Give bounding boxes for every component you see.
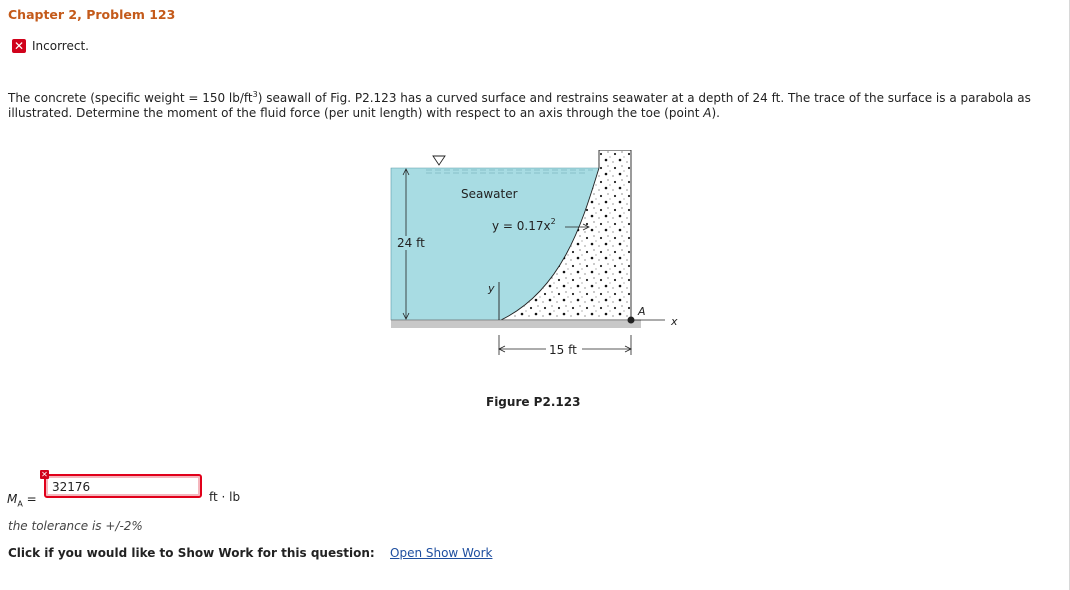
point-a-marker: [628, 317, 635, 324]
answer-label: [7, 492, 37, 508]
answer-label-main: M: [7, 492, 18, 506]
figure-caption: Figure P2.123: [486, 395, 581, 409]
problem-statement: [8, 87, 1058, 121]
show-work-prompt: Click if you would like to Show Work for this question:: [8, 546, 375, 560]
problem-text-1: The concrete (specific weight = 150 lb/ft: [8, 91, 253, 105]
y-axis-label: y: [488, 282, 495, 295]
error-marker-icon: ✕: [41, 470, 48, 479]
point-a-label: A: [638, 305, 646, 318]
answer-unit: ft · lb: [209, 490, 241, 504]
answer-input[interactable]: [52, 480, 192, 494]
problem-text-2: ) seawall of Fig. P2.123 has a curved surface and restrains seawater at a depth of 24 ft. The trace of the surface is a parabola as illustrated. Determine the moment of the fluid force (per unit length) with respect to an axis through the toe (point: [8, 91, 1031, 120]
x-axis-label: x: [671, 315, 678, 328]
equation-label: $y = 0.17x^2$: [492, 217, 556, 233]
seawall-diagram: [388, 150, 688, 360]
seawater-label: Seawater: [461, 187, 518, 201]
answer-equals: =: [26, 492, 37, 506]
answer-label-sub: A: [17, 499, 23, 509]
problem-point: A: [703, 106, 712, 120]
tolerance-note: the tolerance is +/-2%: [8, 519, 143, 533]
depth-label: 24 ft: [397, 236, 425, 250]
answer-status: [12, 39, 89, 53]
problem-sup: 3: [252, 90, 258, 99]
seawall-figure: [388, 150, 688, 360]
open-show-work-link[interactable]: Open Show Work: [390, 546, 493, 560]
answer-field[interactable]: [44, 474, 202, 498]
free-surface-symbol: [433, 156, 445, 165]
problem-text-end: ).: [711, 106, 720, 120]
problem-title: Chapter 2, Problem 123: [8, 7, 176, 22]
status-text: Incorrect.: [32, 39, 89, 53]
incorrect-icon: ✕: [13, 39, 25, 53]
width-label: 15 ft: [549, 343, 577, 357]
ground: [391, 320, 641, 328]
